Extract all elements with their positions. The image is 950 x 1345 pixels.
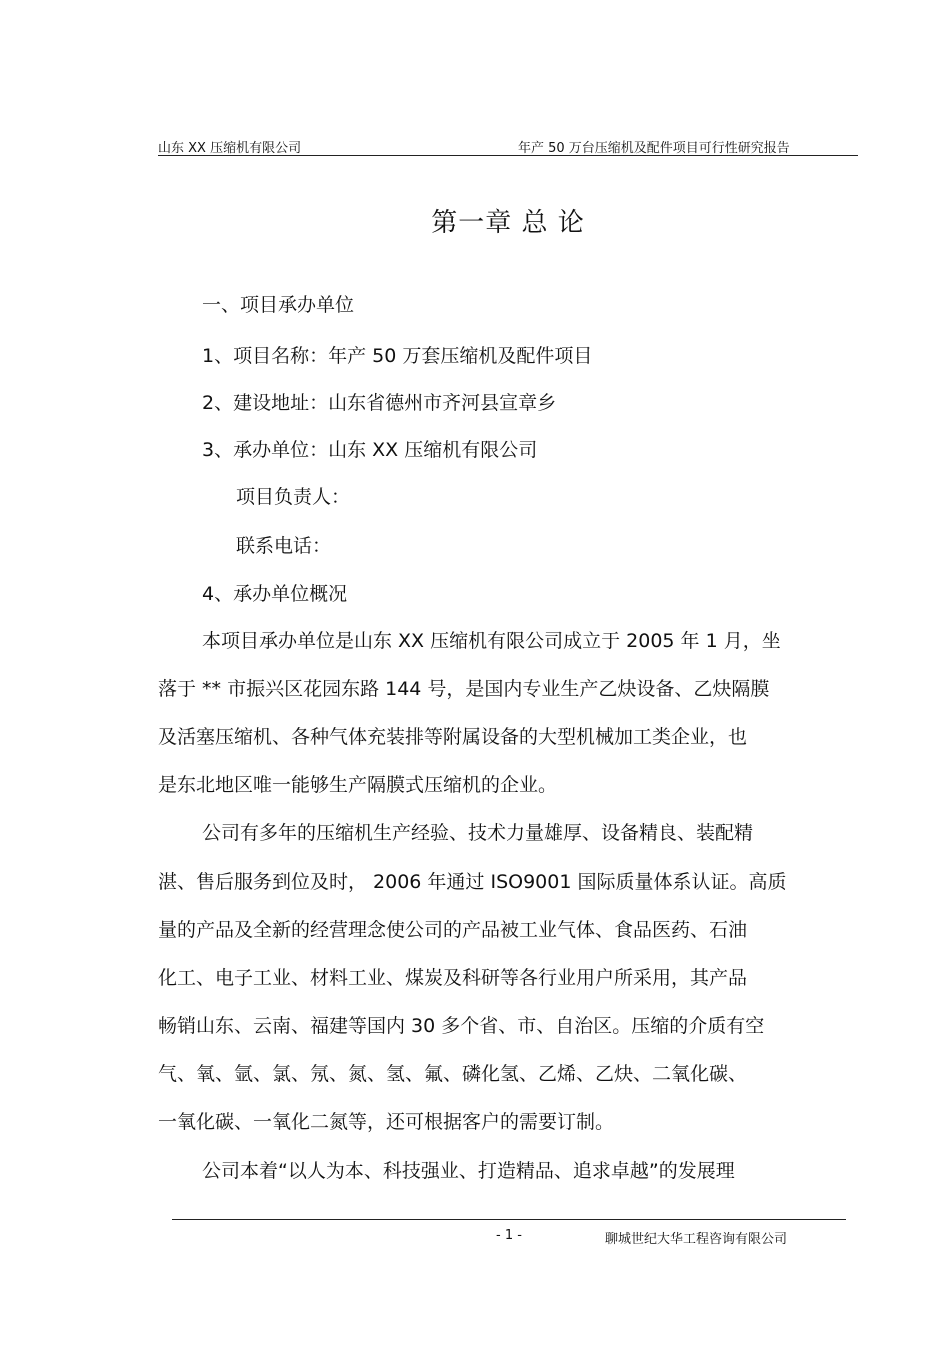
header-rule: [158, 155, 858, 156]
page-number: - 1 -: [496, 1228, 522, 1243]
paragraph-line: 畅销山东、云南、福建等国内 30 多个省、市、自治区。压缩的介质有空: [158, 1015, 765, 1037]
project-lead-line: 项目负责人：: [236, 486, 351, 508]
footer-company: 聊城世纪大华工程咨询有限公司: [605, 1232, 788, 1247]
chapter-title: 第一章 总 论: [431, 208, 585, 238]
paragraph-line: 及活塞压缩机、各种气体充装排等附属设备的大型机械加工类企业，也: [158, 726, 748, 748]
paragraph-line: 公司本着“以人为本、科技强业、打造精品、追求卓越”的发展理: [202, 1160, 735, 1182]
footer-rule: [172, 1219, 846, 1220]
paragraph-line: 量的产品及全新的经营理念使公司的产品被工业气体、食品医药、石油: [158, 919, 748, 941]
paragraph-line: 气、氧、氩、氯、氖、氮、氢、氟、磷化氢、乙烯、乙炔、二氧化碳、: [158, 1063, 748, 1085]
paragraph-line: 落于 ** 市振兴区花园东路 144 号，是国内专业生产乙炔设备、乙炔隔膜: [158, 678, 770, 700]
contact-phone-line: 联系电话：: [236, 535, 332, 557]
project-address-line: 2、建设地址：山东省德州市齐河县宣章乡: [202, 392, 557, 414]
paragraph-line: 是东北地区唯一能够生产隔膜式压缩机的企业。: [158, 774, 558, 796]
organizer-overview-heading: 4、承办单位概况: [202, 583, 348, 605]
paragraph-line: 化工、电子工业、材料工业、煤炭及科研等各行业用户所采用，其产品: [158, 967, 748, 989]
section-heading: 一、项目承办单位: [202, 294, 355, 316]
header-right: 年产 50 万台压缩机及配件项目可行性研究报告: [518, 141, 790, 156]
paragraph-line: 一氧化碳、一氧化二氮等，还可根据客户的需要订制。: [158, 1111, 615, 1133]
paragraph-line: 湛、售后服务到位及时， 2006 年通过 ISO9001 国际质量体系认证。高质: [158, 871, 787, 893]
paragraph-line: 本项目承办单位是山东 XX 压缩机有限公司成立于 2005 年 1 月，坐: [202, 630, 781, 652]
paragraph-line: 公司有多年的压缩机生产经验、技术力量雄厚、设备精良、装配精: [202, 822, 754, 844]
header-left: 山东 XX 压缩机有限公司: [158, 141, 302, 156]
organizer-line: 3、承办单位：山东 XX 压缩机有限公司: [202, 439, 538, 461]
project-name-line: 1、项目名称：年产 50 万套压缩机及配件项目: [202, 345, 593, 367]
